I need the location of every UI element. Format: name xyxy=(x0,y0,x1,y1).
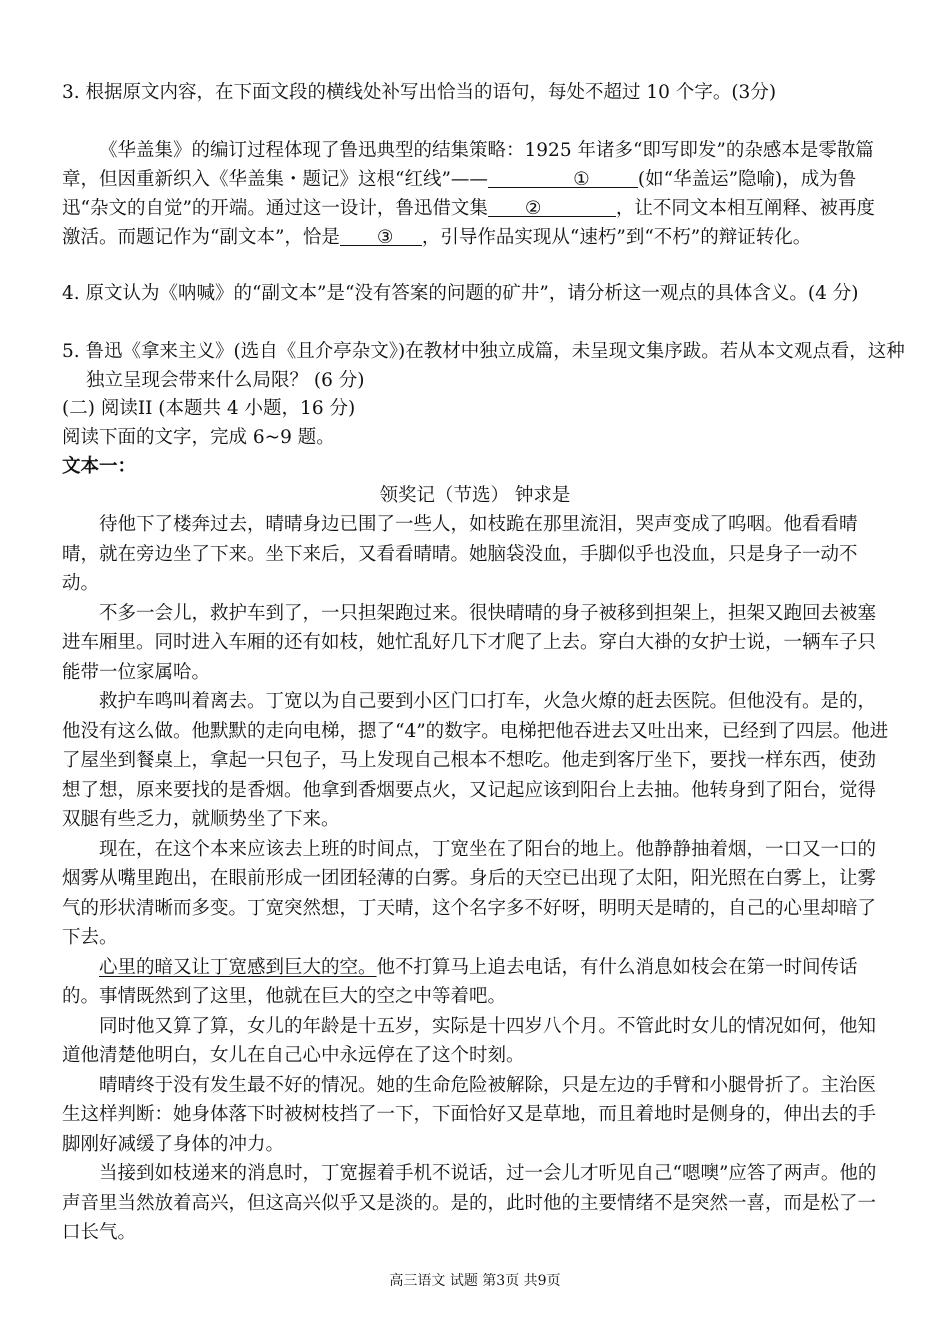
question-4: 4. 原文认为《呐喊》的“副文本”是“没有答案的问题的矿井”，请分析这一观点的具体含义。(4 分) xyxy=(62,283,859,304)
story-paragraph: 待他下了楼奔过去，晴晴身边已围了一些人，如枝跪在那里流泪，哭声变成了呜咽。他看看晴晴，就在旁边坐了下来。坐下来后，又看看晴晴。她脑袋没血，手脚似乎也没血，只是身子一动不动。 xyxy=(62,514,858,594)
text-1-label: 文本一： xyxy=(62,456,137,477)
story-paragraph: 现在，在这个本来应该去上班的时间点，丁宽坐在了阳台的地上。他静静抽着烟，一口又一口的烟雾从嘴里跑出，在眼前形成一团团轻薄的白雾。身后的天空已出现了太阳，阳光照在白雾上，让雾气的形状清晰而多变。丁宽突然想，丁天晴，这个名字多不好呀，明明天是晴的，自己的心里却暗了下去。 xyxy=(62,838,877,948)
page-footer: 高三语文 试题 第3页 共9页 xyxy=(389,1273,561,1289)
story-body xyxy=(62,510,892,1248)
story-paragraph: 同时他又算了算，女儿的年龄是十五岁，实际是十四岁八个月。不管此时女儿的情况如何，他知道他清楚他明白，女儿在自己心中永远停在了这个时刻。 xyxy=(62,1015,877,1066)
q3-passage-part3: ，让不同文本相互阐释、被再度激活。而题记作为“副文本”，恰是 xyxy=(62,198,875,248)
blank-2-label: ② xyxy=(524,198,542,219)
q3-passage-part2: (如“华盖运”隐喻)，成为鲁迅“杂文的自觉”的开端。通过这一设计，鲁迅借文集 xyxy=(62,169,857,219)
blank-3[interactable] xyxy=(340,223,422,246)
question-3-stem: 3. 根据原文内容，在下面文段的横线处补写出恰当的语句，每处不超过 10 个字。(3分) xyxy=(62,82,777,103)
blank-3-label: ③ xyxy=(376,227,394,248)
q3-passage-part4: ，引导作品实现从“速朽”到“不朽”的辩证转化。 xyxy=(421,227,812,248)
story-title: 领奖记（节选） 钟求是 xyxy=(379,485,571,506)
story-paragraph: 不多一会儿，救护车到了，一只担架跑过来。很快晴晴的身子被移到担架上，担架又跑回去被塞进车厢里。同时进入车厢的还有如枝，她忙乱好几下才爬了上去。穿白大褂的女护士说，一辆车子只能带一位家属哈。 xyxy=(62,602,877,683)
question-3-passage xyxy=(62,136,892,252)
q3-passage-part1: 《华盖集》的编订过程体现了鲁迅典型的结集策略：1925 年诸多“即写即发”的杂感本是零散篇章，但因重新织入《华盖集・题记》这根“红线”—— xyxy=(62,140,874,190)
story-paragraph: 当接到如枝递来的消息时，丁宽握着手机不说话，过一会儿才听见自己“嗯噢”应答了两声。他的声音里当然放着高兴，但这高兴似乎又是淡的。是的，此时他的主要情绪不是突然一喜，而是松了一口长气。 xyxy=(62,1163,877,1243)
section-2-heading: (二) 阅读II (本题共 4 小题，16 分) xyxy=(62,398,356,419)
story-paragraph-rest: 他不打算马上追去电话，有什么消息如枝会在第一时间传话的。事情既然到了这里，他就在巨大的空之中等着吧。 xyxy=(62,956,858,1007)
story-paragraph: 晴晴终于没有发生最不好的情况。她的生命危险被解除，只是左边的手臂和小腿骨折了。主治医生这样判断：她身体落下时被树枝挡了一下，下面恰好又是草地，而且着地时是侧身的，伸出去的手脚刚好减缓了身体的冲力。 xyxy=(62,1074,877,1155)
blank-1-label: ① xyxy=(573,169,590,190)
question-5: 5. 鲁迅《拿来主义》(选自《且介亭杂文》)在教材中独立成篇，未呈现文集序跋。若从本文观点看，这种独立呈现会带来什么局限？ (6 分) xyxy=(62,341,905,391)
story-paragraph xyxy=(62,953,892,1012)
underlined-sentence: 心里的暗又让丁宽感到巨大的空。 xyxy=(99,956,377,978)
blank-1[interactable] xyxy=(488,165,638,188)
blank-2[interactable] xyxy=(488,194,616,217)
reading-instruction: 阅读下面的文字，完成 6~9 题。 xyxy=(62,427,335,448)
story-paragraph: 救护车鸣叫着离去。丁宽以为自己要到小区门口打车，火急火燎的赶去医院。但他没有。是的，他没有这么做。他默默的走向电梯，摁了“4”的数字。电梯把他吞进去又吐出来，已经到了四层。他进了屋坐到餐桌上，拿起一只包子，马上发现自己根本不想吃。他走到客厅坐下，要找一样东西，使劲想了想，原来要找的是香烟。他拿到香烟要点火，又记起应该到阳台上去抽。他转身到了阳台，觉得双腿有些乏力，就顺势坐了下来。 xyxy=(62,691,889,830)
